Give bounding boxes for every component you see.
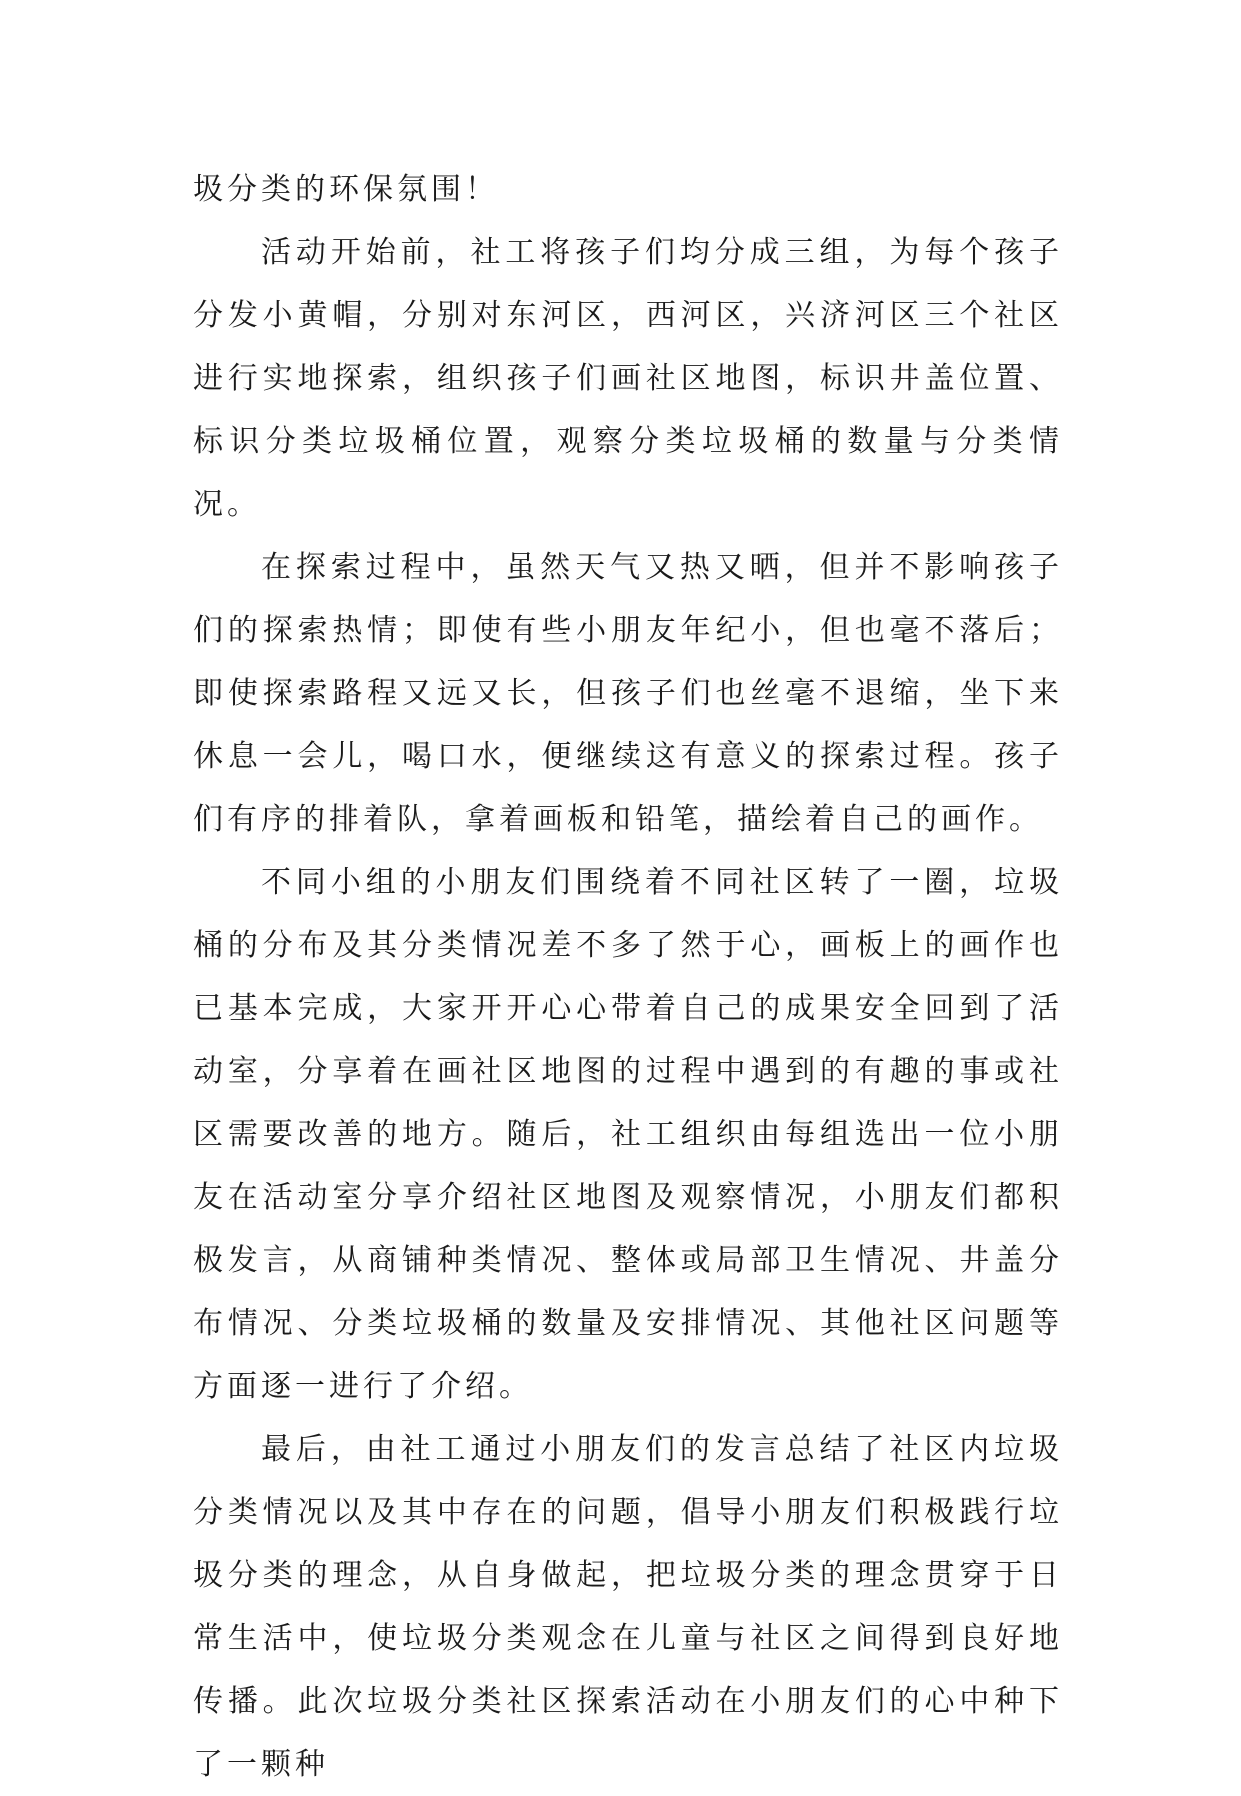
document-body — [193, 158, 1063, 1796]
paragraph-sharing: 不同小组的小朋友们围绕着不同社区转了一圈，垃圾桶的分布及其分类情况差不多了然于心，画板上的画作也已基本完成，大家开开心心带着自己的成果安全回到了活动室，分享着在画社区地图的过程中遇到的有趣的事或社区需要改善的地方。随后，社工组织由每组选出一位小朋友在活动室分享介绍社区地图及观察情况，小朋友们都积极发言，从商铺种类情况、整体或局部卫生情况、井盖分布情况、分类垃圾桶的数量及安排情况、其他社区问题等方面逐一进行了介绍。 — [193, 865, 1063, 1404]
paragraph-summary: 最后，由社工通过小朋友们的发言总结了社区内垃圾分类情况以及其中存在的问题，倡导小朋友们积极践行垃圾分类的理念，从自身做起，把垃圾分类的理念贯穿于日常生活中，使垃圾分类观念在儿童与社区之间得到良好地传播。此次垃圾分类社区探索活动在小朋友们的心中种下了一颗种 — [193, 1432, 1063, 1782]
paragraph-activity-start: 活动开始前，社工将孩子们均分成三组，为每个孩子分发小黄帽，分别对东河区，西河区，兴济河区三个社区进行实地探索，组织孩子们画社区地图，标识井盖位置、标识分类垃圾桶位置，观察分类垃圾桶的数量与分类情况。 — [193, 235, 1063, 522]
paragraph-continuation: 圾分类的环保氛围！ — [193, 172, 499, 207]
paragraph-exploration: 在探索过程中，虽然天气又热又晒，但并不影响孩子们的探索热情；即使有些小朋友年纪小，但也毫不落后；即使探索路程又远又长，但孩子们也丝毫不退缩，坐下来休息一会儿，喝口水，便继续这有意义的探索过程。孩子们有序的排着队，拿着画板和铅笔，描绘着自己的画作。 — [193, 550, 1063, 837]
